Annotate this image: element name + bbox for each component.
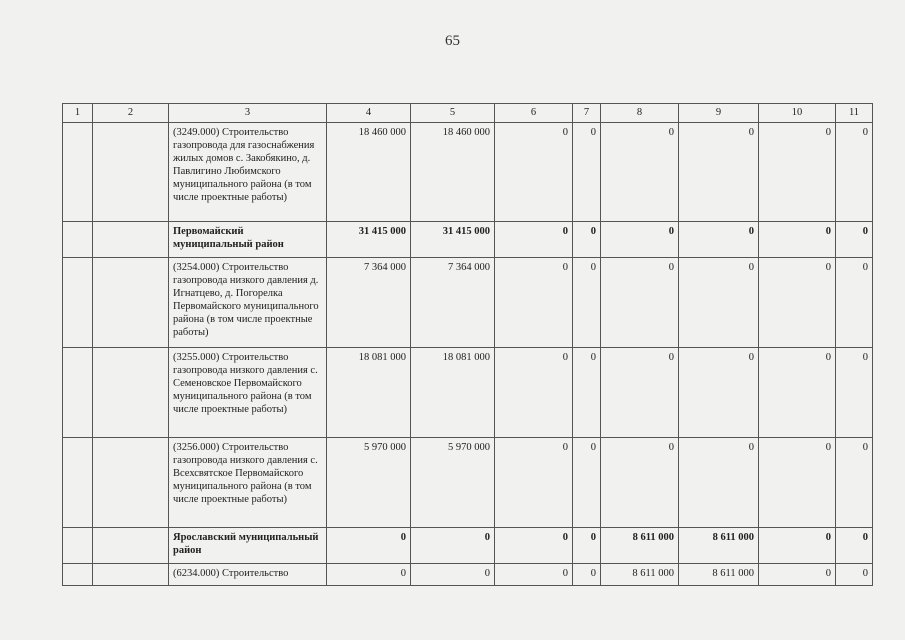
cell-value: 0	[573, 258, 601, 348]
cell-code	[63, 438, 93, 528]
cell-value: 0	[679, 222, 759, 258]
cell-value: 0	[573, 348, 601, 438]
cell-value: 18 460 000	[411, 123, 495, 222]
cell-value: 0	[759, 438, 836, 528]
cell-value: 0	[573, 564, 601, 586]
cell-code	[63, 348, 93, 438]
cell-value: 0	[573, 222, 601, 258]
cell-value: 8 611 000	[601, 528, 679, 564]
cell-value: 0	[759, 564, 836, 586]
cell-code	[63, 564, 93, 586]
cell-value: 18 081 000	[411, 348, 495, 438]
cell-value: 0	[759, 123, 836, 222]
cell-value: 0	[679, 258, 759, 348]
cell-code	[63, 222, 93, 258]
cell-value: 0	[495, 123, 573, 222]
column-header: 4	[327, 104, 411, 123]
cell-value: 0	[836, 123, 873, 222]
cell-value: 0	[327, 528, 411, 564]
cell-section	[93, 258, 169, 348]
cell-value: 8 611 000	[679, 528, 759, 564]
cell-value: 5 970 000	[327, 438, 411, 528]
cell-value: 8 611 000	[601, 564, 679, 586]
cell-value: 0	[759, 258, 836, 348]
cell-code	[63, 123, 93, 222]
table-row	[63, 258, 873, 348]
cell-value: 0	[495, 438, 573, 528]
column-number-row	[63, 104, 873, 123]
cell-value: 0	[759, 528, 836, 564]
cell-value: 0	[601, 438, 679, 528]
cell-value: 0	[601, 222, 679, 258]
cell-value: 18 460 000	[327, 123, 411, 222]
table-row	[63, 438, 873, 528]
budget-table	[62, 103, 873, 586]
cell-value: 0	[573, 123, 601, 222]
cell-value: 0	[679, 123, 759, 222]
cell-section	[93, 348, 169, 438]
column-header: 6	[495, 104, 573, 123]
cell-value: 0	[495, 564, 573, 586]
cell-district-name: Ярославский муниципальный район	[169, 528, 327, 564]
column-header: 7	[573, 104, 601, 123]
cell-value: 0	[679, 438, 759, 528]
cell-value: 0	[573, 528, 601, 564]
cell-code	[63, 528, 93, 564]
cell-value: 0	[759, 222, 836, 258]
cell-value: 5 970 000	[411, 438, 495, 528]
table-row	[63, 348, 873, 438]
column-header: 11	[836, 104, 873, 123]
cell-value: 0	[759, 348, 836, 438]
cell-object-name: (6234.000) Строительство	[169, 564, 327, 586]
cell-section	[93, 564, 169, 586]
cell-section	[93, 123, 169, 222]
cell-value: 0	[495, 348, 573, 438]
cell-value: 0	[573, 438, 601, 528]
column-header: 8	[601, 104, 679, 123]
cell-value: 0	[411, 564, 495, 586]
cell-section	[93, 438, 169, 528]
cell-object-name: (3254.000) Строительство газопровода низкого давления д. Игнатцево, д. Погорелка Первомайского муниципального района (в том числе проектные работы)	[169, 258, 327, 348]
cell-value: 8 611 000	[679, 564, 759, 586]
column-header: 5	[411, 104, 495, 123]
cell-value: 0	[836, 564, 873, 586]
cell-value: 7 364 000	[411, 258, 495, 348]
cell-value: 0	[836, 258, 873, 348]
cell-value: 0	[495, 528, 573, 564]
table-row	[63, 123, 873, 222]
column-header: 3	[169, 104, 327, 123]
cell-value: 0	[836, 348, 873, 438]
cell-section	[93, 222, 169, 258]
cell-value: 7 364 000	[327, 258, 411, 348]
cell-object-name: (3255.000) Строительство газопровода низкого давления с. Семеновское Первомайского муниципального района (в том числе проектные работы)	[169, 348, 327, 438]
table-row-subtotal	[63, 222, 873, 258]
cell-value: 0	[679, 348, 759, 438]
column-header: 1	[63, 104, 93, 123]
cell-value: 31 415 000	[411, 222, 495, 258]
cell-value: 0	[836, 528, 873, 564]
cell-value: 18 081 000	[327, 348, 411, 438]
column-header: 10	[759, 104, 836, 123]
table-row	[63, 564, 873, 586]
cell-value: 0	[601, 258, 679, 348]
cell-value: 0	[495, 258, 573, 348]
column-header: 2	[93, 104, 169, 123]
cell-value: 0	[601, 123, 679, 222]
table-row-subtotal	[63, 528, 873, 564]
cell-district-name: Первомайский муниципальный район	[169, 222, 327, 258]
cell-value: 31 415 000	[327, 222, 411, 258]
cell-object-name: (3249.000) Строительство газопровода для газоснабжения жилых домов с. Закобякино, д. Павлигино Любимского муниципального района (в том числе проектные работы)	[169, 123, 327, 222]
cell-value: 0	[411, 528, 495, 564]
cell-value: 0	[601, 348, 679, 438]
cell-value: 0	[836, 222, 873, 258]
cell-section	[93, 528, 169, 564]
page-number: 65	[445, 33, 460, 49]
cell-value: 0	[495, 222, 573, 258]
cell-object-name: (3256.000) Строительство газопровода низкого давления с. Всехсвятское Первомайского муниципального района (в том числе проектные работы)	[169, 438, 327, 528]
cell-value: 0	[836, 438, 873, 528]
cell-value: 0	[327, 564, 411, 586]
column-header: 9	[679, 104, 759, 123]
cell-code	[63, 258, 93, 348]
